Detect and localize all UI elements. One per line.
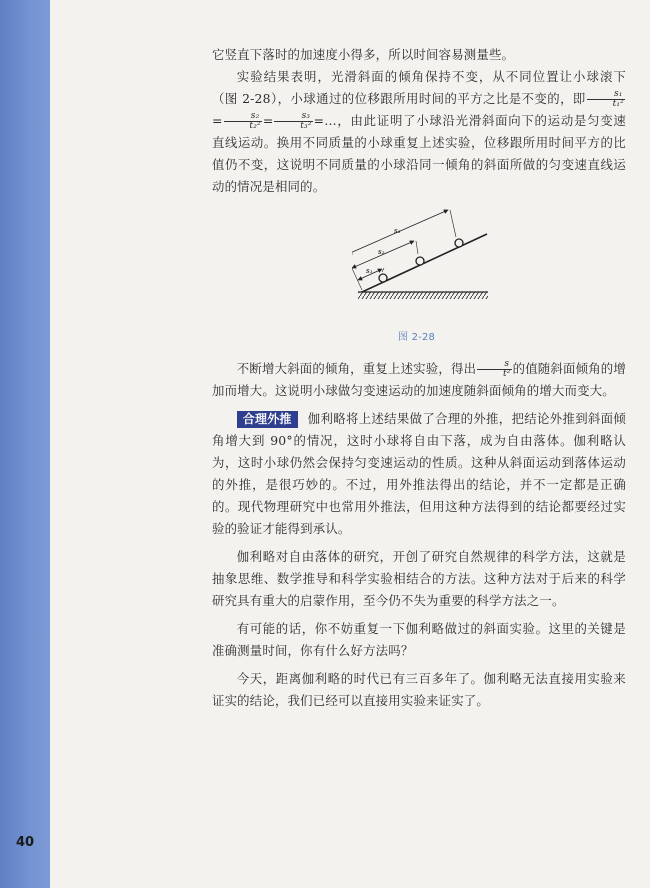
paragraph-3-text-a: 不断增大斜面的倾角，重复上述实验，得出 [236,361,477,376]
ball-3 [455,239,463,247]
section-text: 伽利略将上述结果做了合理的外推，把结论外推到斜面倾角增大到 90°的情况，这时小球将自由下落，成为自由落体。伽利略认为，这时小球仍然会保持匀变速运动的性质。这种从斜面运动到落体运动的外推，是很巧妙的。不过，用外推法得出的结论，并不一定都是正确的。现代物理研究中也常用外推法，但用这种方法得到的结论都要经过实验的验证才能得到承认。 [212,411,626,536]
equals-sign: = [212,113,223,128]
paragraph-6: 今天，距离伽利略的时代已有三百多年了。伽利略无法直接用实验来证实的结论，我们已经可以直接用实验来证实了。 [212,671,626,708]
s2-label: s₂ [378,248,385,256]
paragraph-3 [212,358,626,402]
paragraph-2 [212,66,626,198]
equals-sign: = [262,113,274,128]
incline-surface [362,234,487,292]
ball-2 [416,257,424,265]
s1-label: s₁ [366,267,373,275]
paragraph-2-text-b: =…，由此证明了小球沿光滑斜面向下的运动是匀变速直线运动。换用不同质量的小球重复上述实验，位移跟所用时间平方的比值仍不变，这说明不同质量的小球沿同一倾角的斜面所做的匀变速直线运动的情况是相同的。 [212,113,626,194]
inclined-plane-diagram [352,206,502,316]
ball-1 [379,274,387,282]
paragraph-5: 有可能的话，你不妨重复一下伽利略做过的斜面实验。这里的关键是准确测量时间，你有什么好方法吗？ [212,621,626,658]
s3-label: s₃ [394,227,401,235]
tick-line [416,241,418,254]
fraction-s1-t1: $\frac{\text{s₁}}{\text{t₁²}}$ [587,90,625,109]
paragraph-1: 它竖直下落时的加速度小得多，所以时间容易测量些。 [212,47,515,62]
extension-line [352,264,362,290]
page-content [212,44,626,712]
tick-line [382,268,384,272]
section-term-badge: 合理外推 [237,411,298,428]
fraction-s2-t2: $\frac{\text{s₂}}{\text{t₂²}}$ [224,112,262,131]
side-color-band [0,0,50,888]
figure-caption: 图 2-28 [398,332,436,343]
paragraph-3-text-b: 的值随斜面倾角的增加而增大。这说明小球做匀变速运动的加速度随斜面倾角的增大而变大。 [212,361,626,398]
paragraph-4: 伽利略对自由落体的研究，开创了研究自然规律的科学方法，这就是抽象思维、数学推导和科学实验相结合的方法。这种方法对于后来的科学研究具有重大的启蒙作用，至今仍不失为重要的科学方法之一。 [212,549,626,608]
tick-line [450,210,456,237]
paragraph-reasonable-extrapolation [212,408,626,540]
paragraph-2-text-a: 实验结果表明，光滑斜面的倾角保持不变，从不同位置让小球滚下（图 2-28），小球通过的位移跟所用时间的平方之比是不变的，即 [212,69,626,106]
fraction-s-t2: $\frac{s}{\text{t²}}$ [477,360,511,379]
ground-hatching [358,292,488,299]
fraction-s3-t3: $\frac{\text{s₃}}{\text{t₃²}}$ [274,112,312,131]
figure-2-28 [212,202,626,352]
page-number: 40 [15,835,35,850]
